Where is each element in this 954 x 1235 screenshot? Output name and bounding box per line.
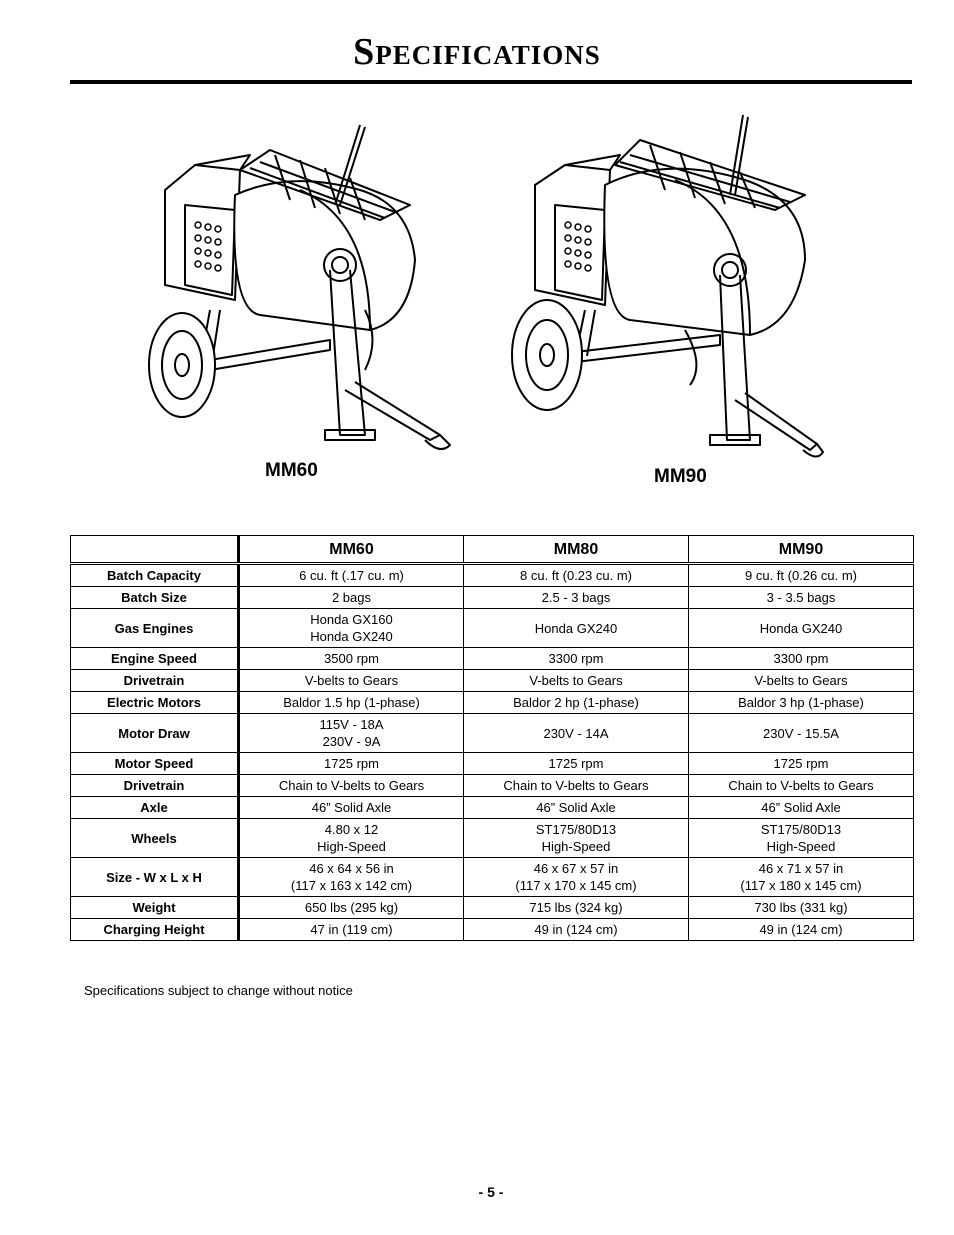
cell-text: 46” Solid Axle bbox=[761, 800, 841, 815]
table-cell bbox=[689, 819, 914, 858]
table-row bbox=[71, 919, 914, 941]
table-cell bbox=[464, 609, 689, 648]
table-header-mm90: MM90 bbox=[689, 536, 914, 564]
table-cell bbox=[689, 670, 914, 692]
table-cell bbox=[464, 753, 689, 775]
table-cell bbox=[239, 692, 464, 714]
cell-text: High-Speed bbox=[541, 839, 611, 854]
cell-text: 230V - 14A bbox=[543, 725, 609, 741]
table-cell bbox=[464, 819, 689, 858]
cell-text: Baldor 2 hp (1-phase) bbox=[513, 695, 639, 710]
table-row bbox=[71, 714, 914, 753]
cell-text: 3 - 3.5 bags bbox=[766, 590, 836, 605]
table-cell bbox=[464, 714, 689, 753]
table-cell bbox=[689, 797, 914, 819]
cell-text: Honda GX240 bbox=[759, 620, 843, 636]
cell-text: 115V - 18A bbox=[319, 717, 384, 732]
table-cell bbox=[689, 564, 914, 587]
cell-text: 650 lbs (295 kg) bbox=[304, 900, 399, 915]
table-cell bbox=[464, 797, 689, 819]
table-cell bbox=[239, 714, 464, 753]
table-cell bbox=[239, 858, 464, 897]
cell-text: 1725 rpm bbox=[324, 756, 379, 771]
table-cell bbox=[239, 897, 464, 919]
cell-text: 3500 rpm bbox=[324, 651, 379, 666]
table-cell bbox=[464, 648, 689, 670]
table-header-empty bbox=[71, 536, 239, 564]
row-label: Wheels bbox=[71, 819, 239, 858]
cell-text: 730 lbs (331 kg) bbox=[754, 900, 848, 915]
row-label: Drivetrain bbox=[71, 775, 239, 797]
table-cell bbox=[689, 648, 914, 670]
table-header-row bbox=[71, 536, 914, 564]
table-row bbox=[71, 819, 914, 858]
cell-text: 4.80 x 12 bbox=[324, 822, 379, 837]
cell-text: 3300 rpm bbox=[548, 651, 604, 666]
table-row bbox=[71, 692, 914, 714]
cell-text: V-belts to Gears bbox=[754, 673, 848, 688]
cell-text: 3300 rpm bbox=[773, 651, 829, 666]
row-label: Gas Engines bbox=[71, 609, 239, 648]
table-cell bbox=[689, 858, 914, 897]
cell-text: Chain to V-belts to Gears bbox=[503, 778, 649, 793]
cell-text: Honda GX240 bbox=[310, 629, 393, 644]
table-cell bbox=[464, 858, 689, 897]
cell-text: 2.5 - 3 bags bbox=[541, 590, 611, 605]
cell-text: 715 lbs (324 kg) bbox=[529, 900, 623, 915]
table-cell bbox=[689, 897, 914, 919]
row-label: Batch Size bbox=[71, 587, 239, 609]
cell-text: Chain to V-belts to Gears bbox=[728, 778, 874, 793]
table-row bbox=[71, 648, 914, 670]
cell-text: Chain to V-belts to Gears bbox=[278, 778, 425, 793]
table-cell bbox=[464, 587, 689, 609]
table-cell bbox=[464, 564, 689, 587]
disclaimer-note: Specifications subject to change without notice bbox=[84, 983, 353, 998]
cell-text: High-Speed bbox=[766, 839, 836, 854]
table-cell bbox=[239, 775, 464, 797]
row-label: Motor Draw bbox=[71, 714, 239, 753]
cell-text: 46 x 67 x 57 in bbox=[533, 861, 619, 876]
cell-text: 1725 rpm bbox=[773, 756, 829, 771]
table-cell bbox=[689, 609, 914, 648]
row-label: Size - W x L x H bbox=[71, 858, 239, 897]
table-cell bbox=[464, 775, 689, 797]
table-cell bbox=[464, 692, 689, 714]
mm90-mixer-illustration bbox=[505, 110, 825, 465]
table-cell bbox=[239, 648, 464, 670]
table-row bbox=[71, 858, 914, 897]
cell-text: 46” Solid Axle bbox=[311, 800, 392, 815]
row-label: Engine Speed bbox=[71, 648, 239, 670]
row-label: Weight bbox=[71, 897, 239, 919]
cell-text: 46 x 64 x 56 in bbox=[309, 861, 394, 876]
cell-text: ST175/80D13 bbox=[760, 822, 842, 837]
specifications-table bbox=[70, 535, 914, 941]
mm60-mixer-illustration bbox=[140, 110, 460, 465]
cell-text: (117 x 170 x 145 cm) bbox=[515, 878, 637, 893]
table-row bbox=[71, 609, 914, 648]
table-cell bbox=[689, 775, 914, 797]
table-cell bbox=[239, 670, 464, 692]
table-row bbox=[71, 797, 914, 819]
table-row bbox=[71, 587, 914, 609]
row-label: Charging Height bbox=[71, 919, 239, 941]
row-label: Motor Speed bbox=[71, 753, 239, 775]
cell-text: 49 in (124 cm) bbox=[534, 922, 618, 937]
cell-text: 6 cu. ft (.17 cu. m) bbox=[299, 568, 404, 583]
cell-text: 1725 rpm bbox=[548, 756, 604, 771]
cell-text: 49 in (124 cm) bbox=[759, 922, 843, 937]
table-cell bbox=[239, 587, 464, 609]
table-cell bbox=[464, 670, 689, 692]
table-row bbox=[71, 753, 914, 775]
table-cell bbox=[239, 797, 464, 819]
cell-text: V-belts to Gears bbox=[529, 673, 623, 688]
table-row bbox=[71, 670, 914, 692]
row-label: Drivetrain bbox=[71, 670, 239, 692]
mm60-label: MM60 bbox=[265, 460, 318, 481]
table-cell bbox=[239, 564, 464, 587]
cell-text: 46 x 71 x 57 in bbox=[758, 861, 844, 876]
table-header-mm60: MM60 bbox=[239, 536, 464, 564]
cell-text: 47 in (119 cm) bbox=[310, 922, 393, 937]
cell-text: Honda GX160 bbox=[310, 612, 393, 627]
cell-text: Honda GX240 bbox=[534, 620, 618, 636]
table-cell bbox=[239, 609, 464, 648]
table-header-mm80: MM80 bbox=[464, 536, 689, 564]
cell-text: ST175/80D13 bbox=[535, 822, 617, 837]
page-title: Specifications bbox=[353, 31, 601, 73]
cell-text: High-Speed bbox=[317, 839, 386, 854]
table-cell bbox=[689, 714, 914, 753]
cell-text: 230V - 9A bbox=[322, 734, 381, 749]
row-label: Batch Capacity bbox=[71, 564, 239, 587]
cell-text: 9 cu. ft (0.26 cu. m) bbox=[745, 568, 857, 583]
table-row bbox=[71, 897, 914, 919]
table-cell bbox=[239, 919, 464, 941]
row-label: Axle bbox=[71, 797, 239, 819]
table-cell bbox=[689, 692, 914, 714]
title-rule bbox=[70, 80, 912, 84]
cell-text: Baldor 3 hp (1-phase) bbox=[738, 695, 864, 710]
cell-text: (117 x 163 x 142 cm) bbox=[290, 878, 413, 893]
table-cell bbox=[239, 753, 464, 775]
row-label: Electric Motors bbox=[71, 692, 239, 714]
cell-text: 230V - 15.5A bbox=[763, 725, 839, 741]
table-cell bbox=[464, 897, 689, 919]
cell-text: 8 cu. ft (0.23 cu. m) bbox=[520, 568, 632, 583]
cell-text: 2 bags bbox=[331, 590, 372, 605]
table-cell bbox=[239, 819, 464, 858]
table-cell bbox=[689, 753, 914, 775]
mm90-label: MM90 bbox=[654, 466, 707, 487]
cell-text: 46” Solid Axle bbox=[536, 800, 616, 815]
table-cell bbox=[464, 919, 689, 941]
table-row bbox=[71, 775, 914, 797]
cell-text: V-belts to Gears bbox=[304, 673, 399, 688]
page-number: - 5 - bbox=[478, 1184, 504, 1200]
cell-text: (117 x 180 x 145 cm) bbox=[740, 878, 862, 893]
table-cell bbox=[689, 587, 914, 609]
cell-text: Baldor 1.5 hp (1-phase) bbox=[283, 695, 420, 710]
table-cell bbox=[689, 919, 914, 941]
table-row bbox=[71, 564, 914, 587]
